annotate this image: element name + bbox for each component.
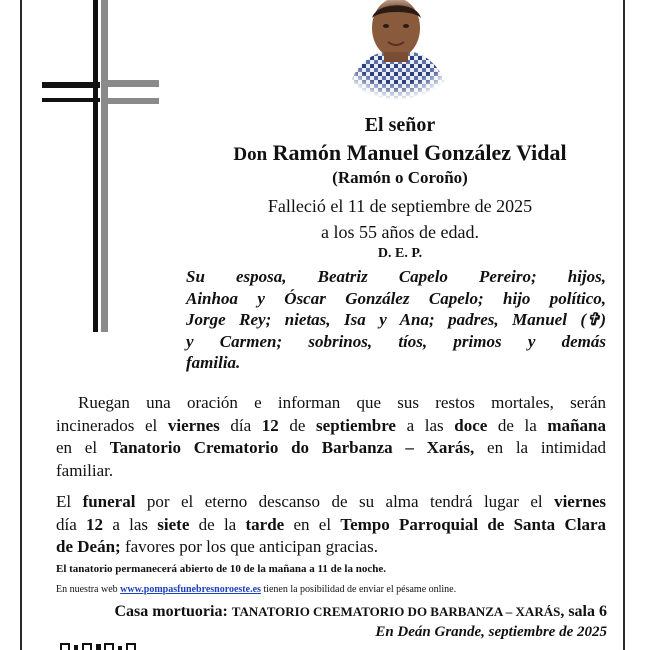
family-line: Su esposa, Beatriz Capelo Pereiro; hijos,: [186, 267, 606, 286]
deceased-name: [170, 140, 630, 166]
place-and-date: En Deán Grande, septiembre de 2025: [375, 624, 607, 640]
family-list: [186, 266, 606, 374]
paragraph-line: Ruegan una oración e informan que sus restos mortales, serán: [78, 393, 606, 412]
visiting-hours-note: El tanatorio permanecerá abierto de 10 de la mañana a 11 de la noche.: [56, 563, 386, 575]
family-line: Ainhoa y Óscar González Capelo; hijo político,: [186, 288, 606, 308]
cremation-paragraph: [56, 392, 606, 482]
cross-horizontal-black-bar: [42, 82, 100, 88]
funeral-home-line: Casa mortuoria: TANATORIO CREMATORIO DO BARBANZA – XARÁS, sala 6: [114, 603, 607, 620]
family-line: familia.: [186, 353, 241, 372]
cross-horizontal-black-bar-lower: [42, 98, 100, 102]
honorific: Don: [233, 144, 268, 165]
qr-code-icon: [60, 640, 144, 650]
website-link[interactable]: www.pompasfunebresnoroeste.es: [120, 584, 261, 595]
full-name: Ramón Manuel González Vidal: [272, 140, 567, 165]
death-date: Falleció el 11 de septiembre de 2025: [267, 196, 533, 216]
paragraph-line: El funeral por el eterno descanso de su alma tendrá lugar el viernes: [56, 492, 606, 511]
paragraph-line: de Deán; favores por los que anticipan gracias.: [56, 537, 378, 556]
paragraph-line: día 12 a las siete de la tarde en el Tempo Parroquial de Santa Clara: [56, 514, 606, 534]
web-note: En nuestra web www.pompasfunebresnoroeste.es tienen la posibilidad de enviar el pésame online.: [56, 584, 457, 595]
paragraph-line: incinerados el viernes día 12 de septiembre a las doce de la mañana: [56, 415, 606, 435]
deceased-photo: [338, 0, 456, 100]
funeral-home-name: TANATORIO CREMATORIO DO BARBANZA – XARÁS: [231, 604, 561, 619]
paragraph-line: familiar.: [56, 460, 114, 480]
age-line: a los 55 años de edad.: [321, 222, 479, 242]
funeral-paragraph: [56, 491, 606, 559]
cross-vertical-black-bar: [93, 0, 98, 332]
right-border-line: [623, 0, 625, 650]
paragraph-line: en el Tanatorio Crematorio do Barbanza – Xarás, en la intimidad: [56, 438, 606, 457]
deceased-alias: (Ramón o Coroño): [332, 168, 468, 187]
title-senor: El señor: [364, 114, 436, 136]
left-border-line: [20, 0, 22, 650]
cross-horizontal-gray-bar: [104, 80, 159, 87]
cross-vertical-gray-bar: [101, 0, 108, 332]
dep-text: D. E. P.: [377, 246, 423, 261]
family-line: Jorge Rey; nietas, Isa y Ana; padres, Manuel (✞): [186, 310, 606, 329]
family-line: y Carmen; sobrinos, tíos, primos y demás: [186, 331, 606, 351]
cross-horizontal-gray-bar-lower: [104, 98, 159, 104]
